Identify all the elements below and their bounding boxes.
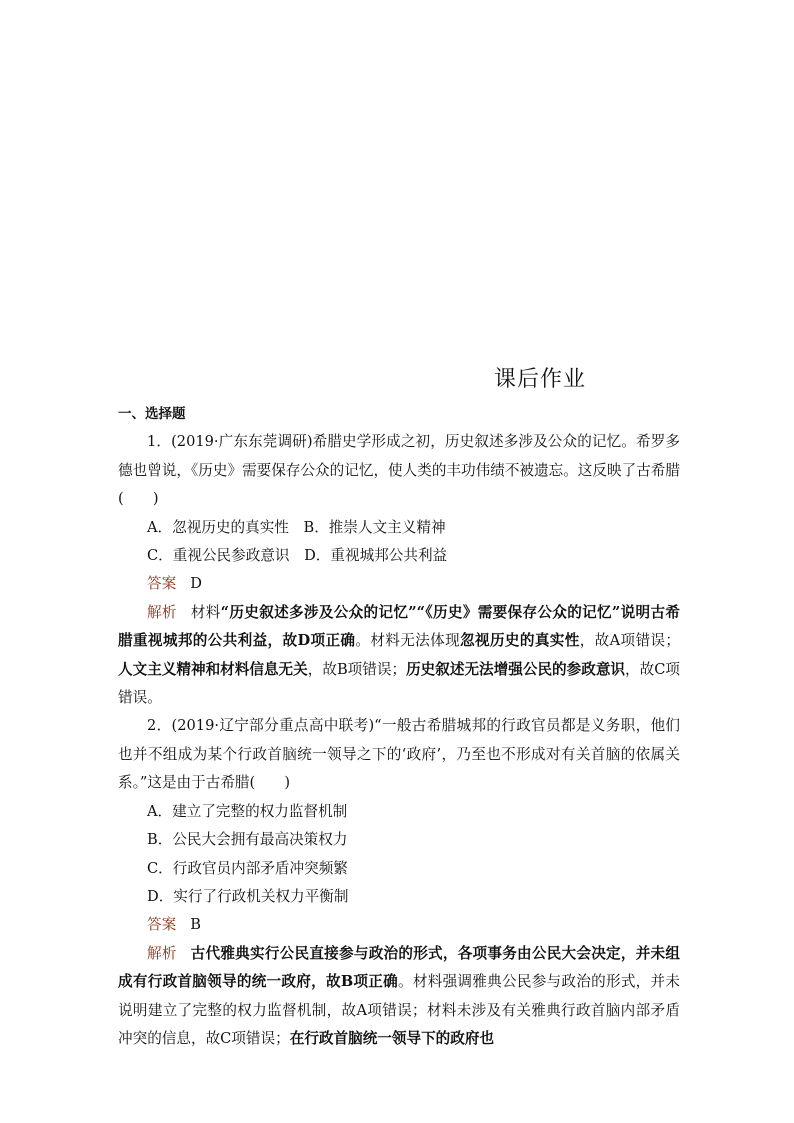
question-2-option-a: A．建立了完整的权力监督机制 [147,802,348,820]
question-1-answer [118,570,680,598]
analysis-text: 古代雅典实行公民直接参与政治的形式，各项事务由公民大会决定，并未组成有行政首脑领导的统一政府，故B项 [118,944,680,991]
analysis-text: 正确 [368,973,398,991]
analysis-text: 忽视历史的真实性 [460,632,580,650]
analysis-text: 的信息，故C项错误； [147,1029,290,1047]
answer-value: B [190,916,201,934]
question-1-options-ab: A．忽视历史的真实性 B．推崇人文主义精神 [147,518,446,536]
analysis-text: ，故B项错误； [307,660,407,678]
question-1-stem: 1．(2019·广东东莞调研)希腊史学形成之初，历史叙述多涉及公众的记忆。希罗多德也曾说，《历史》需要保存公众的记忆，使人类的丰功伟绩不被遗忘。这反映了古希腊( ) [118,433,680,508]
analysis-text: 人文主义精神和材料信息无关 [118,660,308,678]
analysis-text: 正确 [325,632,356,650]
analysis-text: ，故C项错误。 [118,660,680,707]
section-heading: 一、选择题 [118,406,186,422]
analysis-text: 在行政首脑统一领导下的政府也 [289,1029,495,1047]
analysis-text: 有关雅典行政首脑内部矛盾冲突 [118,1001,680,1047]
analysis-text: 说明古希腊重视城邦的公共利益，故D项 [118,603,680,650]
question-2-stem: 2．(2019·辽宁部分重点高中联考)“一般古希腊城邦的行政官员都是义务职，他们也并不组成为某个行政首脑统一领导之下的‘政府’，乃至也不形成对有关首脑的依属关系。”这是由于古希腊( ) [118,717,680,792]
analysis-text: “历史叙述多涉及公众的记忆”“《历史》需要保存公众的记忆” [220,603,621,621]
question-1-analysis [118,599,680,713]
question-2-option-c: C．行政官员内部矛盾冲突频繁 [147,859,348,877]
content-body [118,400,680,1053]
question-2-option-d: D．实行了行政机关权力平衡制 [147,887,349,905]
question-2-answer [118,911,680,939]
analysis-label: 解析 [147,944,177,962]
answer-label: 答案 [147,575,177,593]
analysis-text: ，故A项错误；材料未涉及 [326,1001,502,1019]
analysis-text: 。材料强调雅典公民参与政治的形式，并未说明 [118,973,680,1019]
answer-label: 答案 [147,916,177,934]
analysis-text: ，故A项错误； [579,632,680,650]
analysis-text: 。材料无法体现 [355,632,461,650]
page-title: 课后作业 [494,367,587,392]
question-2-option-b: B．公民大会拥有最高决策权力 [147,831,348,849]
question-1-options-cd: C．重视公民参政意识 D．重视城邦公共利益 [147,547,448,565]
answer-value: D [190,575,202,593]
question-2-analysis [118,940,680,1054]
analysis-label: 解析 [147,603,177,621]
analysis-text: 材料 [190,603,221,621]
analysis-text: 历史叙述无法增强公民的参政意识 [406,660,626,678]
analysis-text: 建立了完整的权力监督机制 [147,1001,327,1019]
